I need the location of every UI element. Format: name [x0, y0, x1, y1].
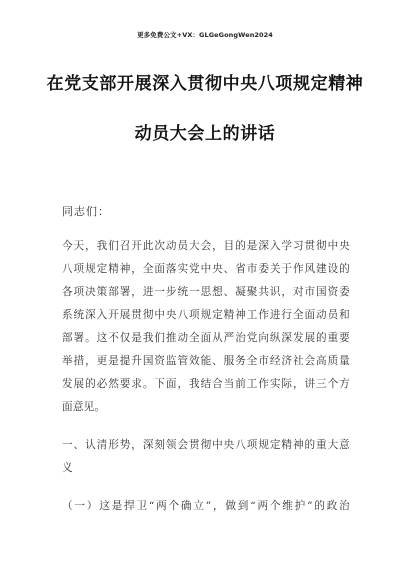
document-title-line-1: 在党支部开展深入贯彻中央八项规定精神 — [46, 74, 364, 94]
paragraph-line: 举措，更是提升国资监管效能、服务全市经济社会高质量 — [62, 355, 350, 367]
paragraph-line: 面意见。 — [62, 401, 106, 413]
paragraph-line: 今天，我们召开此次动员大会，目的是深入学习贯彻中央 — [62, 240, 350, 252]
paragraph-line: 八项规定精神，全面落实党中央、省市委关于作风建设的 — [62, 263, 350, 275]
section-heading-line: 一、认清形势，深刻领会贯彻中央八项规定精神的重大意 — [62, 439, 350, 451]
paragraph-line: 发展的必然要求。下面，我结合当前工作实际，讲三个方 — [62, 378, 350, 390]
header-note: 更多免费公文+VX：GLGeGongWen2024 — [137, 31, 273, 39]
salutation: 同志们： — [62, 205, 110, 218]
paragraph-line: 系统深入开展贯彻中央八项规定精神工作进行全面动员和 — [62, 309, 350, 321]
document-title-line-2: 动员大会上的讲话 — [134, 124, 276, 144]
paragraph-line: 各项决策部署，进一步统一思想、凝聚共识，对市国资委 — [62, 286, 350, 298]
paragraph-line: （一）这是捍卫“两个确立”，做到“两个维护”的政治 — [62, 500, 350, 512]
paragraph-line: 部署。这不仅是我们推动全面从严治党向纵深发展的重要 — [62, 332, 350, 344]
section-heading-line: 义 — [62, 462, 73, 474]
